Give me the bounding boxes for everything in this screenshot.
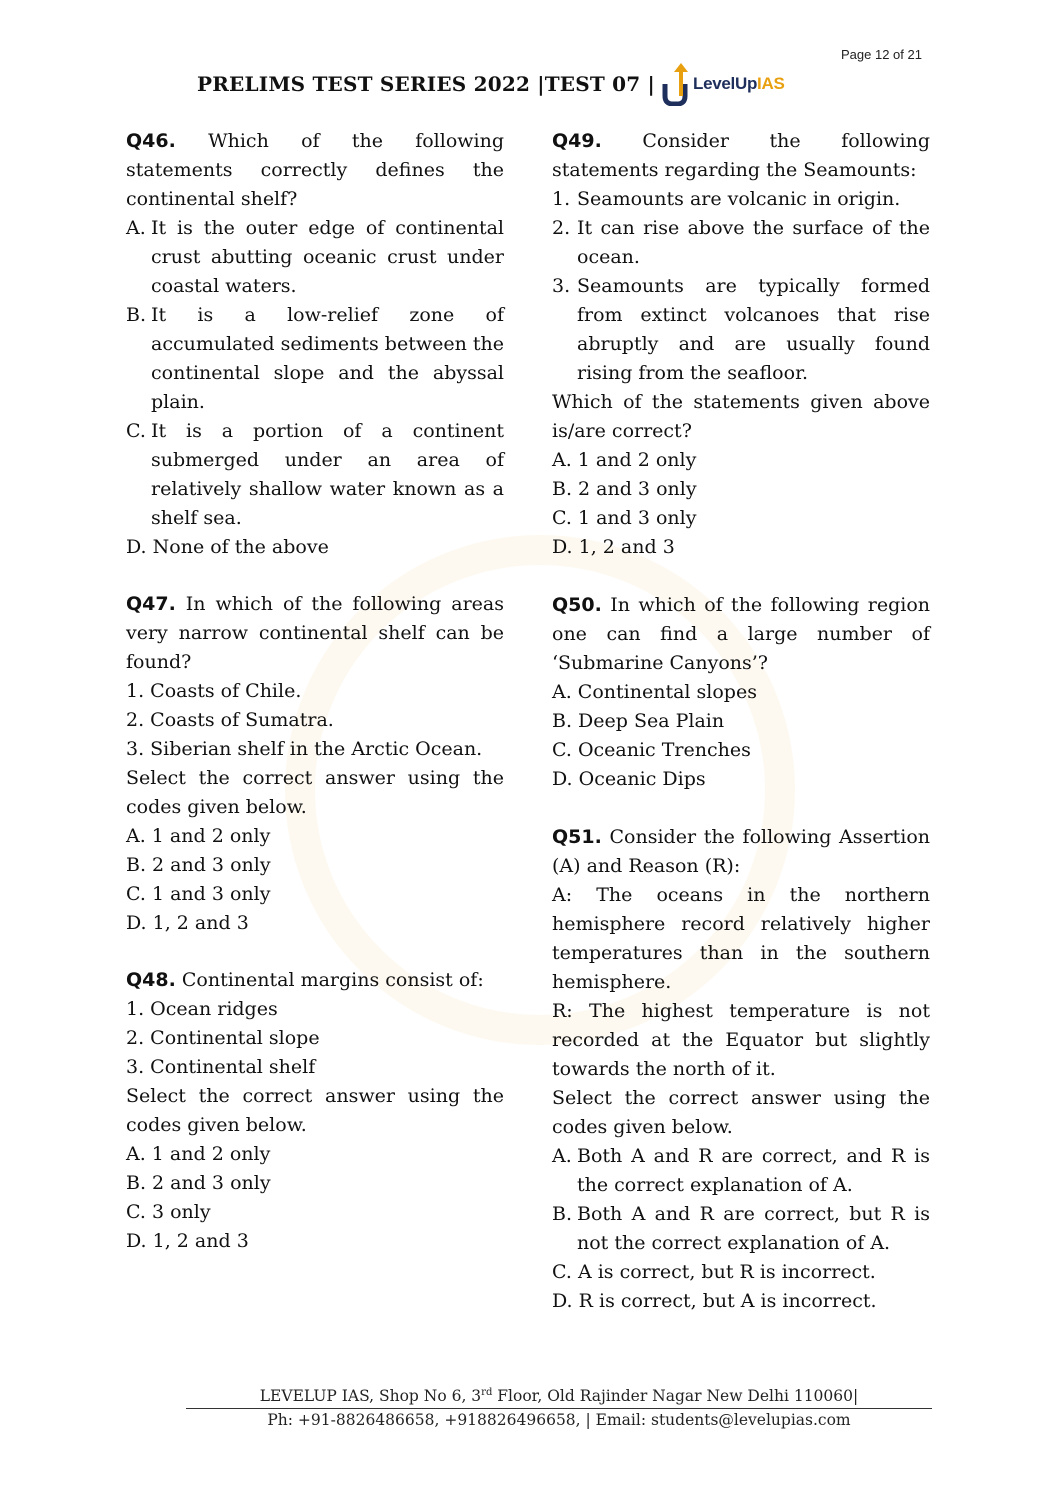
option-b: B. 2 and 3 only xyxy=(126,854,271,876)
option-a: A. 1 and 2 only xyxy=(552,449,697,471)
question-number: Q48. xyxy=(126,969,176,991)
levelup-ias-logo xyxy=(661,62,785,106)
statement-3: 3. Siberian shelf in the Arctic Ocean. xyxy=(126,738,483,760)
question-text: Consider the following Assertion (A) and Reason (R): xyxy=(552,826,930,877)
statement-2: 2. Coasts of Sumatra. xyxy=(126,709,334,731)
question-number: Q49. xyxy=(552,130,602,152)
option-a: A. Both A and R are correct, and R is the correct explanation of A. xyxy=(552,1145,930,1196)
option-b: B. Deep Sea Plain xyxy=(552,710,725,732)
question-48 xyxy=(126,966,504,1256)
levelup-arrow-icon xyxy=(661,62,691,106)
option-b: B. It is a low-relief zone of accumulated sediments between the continental slope and the abyssal plain. xyxy=(126,304,504,413)
question-stem xyxy=(552,823,930,881)
question-text: Consider the following statements regarding the Seamounts: xyxy=(552,130,930,181)
statement-1: 1. Coasts of Chile. xyxy=(126,680,302,702)
right-column xyxy=(552,127,930,1316)
answer-instruction: Select the correct answer using the codes given below. xyxy=(552,1087,930,1138)
question-stem xyxy=(126,966,504,995)
statement-3: 3. Continental shelf xyxy=(126,1056,316,1078)
document-header xyxy=(197,64,785,104)
option-c: C. 1 and 3 only xyxy=(552,507,697,529)
option-c: C. A is correct, but R is incorrect. xyxy=(552,1261,876,1283)
question-text: Continental margins consist of: xyxy=(181,969,484,991)
statement-2: 2. It can rise above the surface of the ocean. xyxy=(552,217,930,268)
page-number: Page 12 of 21 xyxy=(841,47,922,62)
option-d: D. 1, 2 and 3 xyxy=(126,1230,249,1252)
option-c: C. It is a portion of a continent submerged under an area of relatively shallow water known as a shelf sea. xyxy=(126,420,504,529)
question-49 xyxy=(552,127,930,562)
question-text: In which of the following region one can find a large number of ‘Submarine Canyons’? xyxy=(552,594,931,674)
footer-contact: Ph: +91-8826486658, +918826496658, | Email: students@levelupias.com xyxy=(267,1411,851,1429)
option-c: C. Oceanic Trenches xyxy=(552,739,751,761)
answer-instruction: Which of the statements given above is/are correct? xyxy=(552,391,930,442)
logo-wordmark: LevelUpIAS xyxy=(693,74,785,93)
question-50 xyxy=(552,591,930,794)
question-number: Q47. xyxy=(126,593,176,615)
left-column xyxy=(126,127,504,1256)
question-number: Q46. xyxy=(126,130,176,152)
option-a: A. Continental slopes xyxy=(552,681,757,703)
option-d: D. None of the above xyxy=(126,536,329,558)
question-text: In which of the following areas very narrow continental shelf can be found? xyxy=(126,593,504,673)
question-stem xyxy=(126,590,504,677)
option-c: C. 3 only xyxy=(126,1201,211,1223)
reason-text: R: The highest temperature is not recorded at the Equator but slightly towards the north of it. xyxy=(552,1000,930,1080)
option-c: C. 1 and 3 only xyxy=(126,883,271,905)
test-series-title: PRELIMS TEST SERIES 2022 |TEST 07 | xyxy=(197,72,655,96)
statement-2: 2. Continental slope xyxy=(126,1027,320,1049)
question-46 xyxy=(126,127,504,562)
question-51 xyxy=(552,823,930,1316)
question-stem xyxy=(552,127,930,185)
option-b: B. 2 and 3 only xyxy=(126,1172,271,1194)
option-a: A. 1 and 2 only xyxy=(126,1143,271,1165)
answer-instruction: Select the correct answer using the codes given below. xyxy=(126,767,504,818)
question-number: Q50. xyxy=(552,594,602,616)
option-b: B. Both A and R are correct, but R is not the correct explanation of A. xyxy=(552,1203,930,1254)
footer-address: LEVELUP IAS, Shop No 6, 3rd Floor, Old Rajinder Nagar New Delhi 110060| xyxy=(259,1386,859,1405)
option-d: D. 1, 2 and 3 xyxy=(126,912,249,934)
statement-1: 1. Ocean ridges xyxy=(126,998,278,1020)
option-b: B. 2 and 3 only xyxy=(552,478,697,500)
question-text: Which of the following statements correctly defines the continental shelf? xyxy=(126,130,505,210)
question-47 xyxy=(126,590,504,938)
question-stem xyxy=(552,591,930,678)
statement-1: 1. Seamounts are volcanic in origin. xyxy=(552,188,901,210)
answer-instruction: Select the correct answer using the codes given below. xyxy=(126,1085,504,1136)
question-stem xyxy=(126,127,504,214)
option-d: D. Oceanic Dips xyxy=(552,768,706,790)
option-a: A. 1 and 2 only xyxy=(126,825,271,847)
question-number: Q51. xyxy=(552,826,602,848)
assertion-text: A: The oceans in the northern hemisphere record relatively higher temperatures than in the southern hemisphere. xyxy=(552,884,930,993)
statement-3: 3. Seamounts are typically formed from extinct volcanoes that rise abruptly and are usually found rising from the seafloor. xyxy=(552,275,930,384)
option-d: D. 1, 2 and 3 xyxy=(552,536,675,558)
option-a: A. It is the outer edge of continental crust abutting oceanic crust under coastal waters. xyxy=(126,217,504,297)
option-d: D. R is correct, but A is incorrect. xyxy=(552,1290,877,1312)
